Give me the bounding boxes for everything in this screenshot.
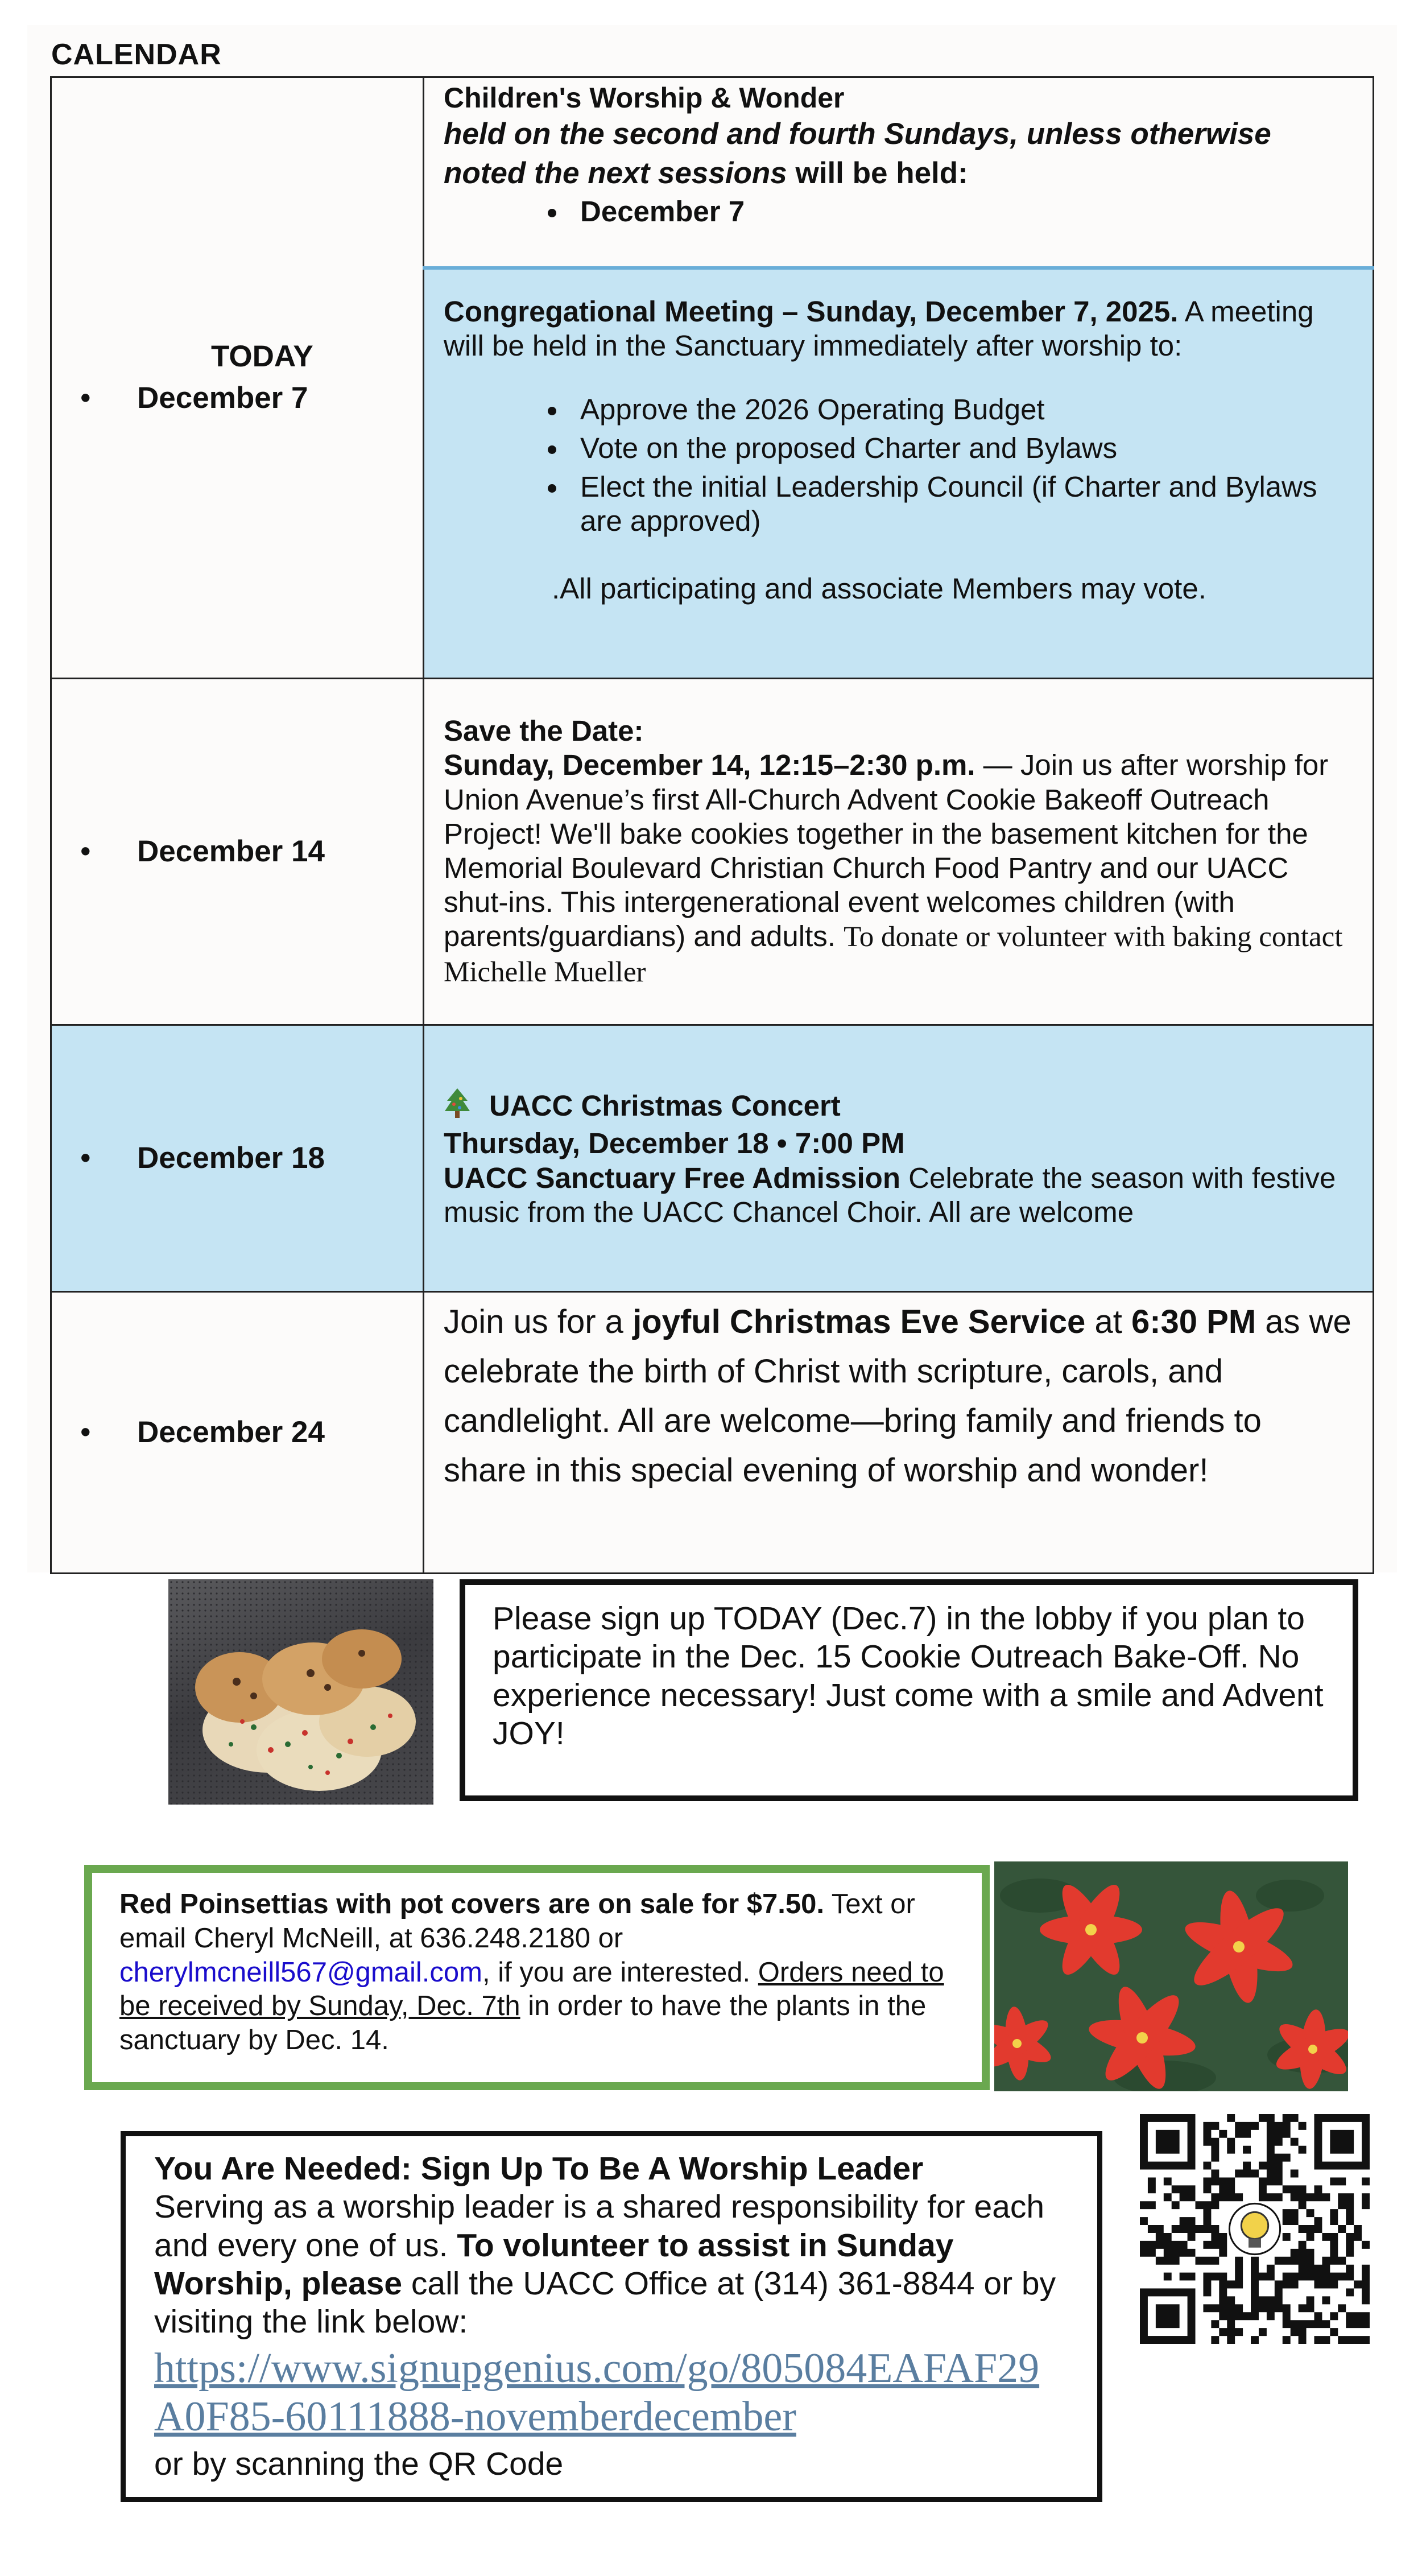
qr-instruction: or by scanning the QR Code — [154, 2445, 564, 2482]
save-the-date-cell: Save the Date: Sunday, December 14, 12:15–2:30 p.m. — Join us after worship for Union Avenue’s first All-Church Advent Cookie Bakeoff Outreach Project! We'll bake cookies together in the basement kitchen for the Memorial Boulevard Christian Church Food Pantry and our UACC shut-ins. This intergenerational event welcomes children (with parents/guardians) and adults. To donate or volunteer with baking contact Michelle Mueller — [424, 679, 1374, 1025]
qr-code[interactable] — [1140, 2114, 1370, 2352]
calendar-row-dec-14 — [51, 679, 1374, 1025]
childrens-worship-subtitle: held on the second and fourth Sundays, unless otherwise noted the next sessions — [444, 117, 1271, 190]
list-item: • December 7 — [569, 195, 1353, 229]
date-cell-dec-18: • December 18 — [51, 1025, 424, 1292]
date-label: December 24 — [137, 1415, 325, 1449]
date-cell-dec-7: TODAY • December 7 — [51, 77, 424, 679]
poinsettias-photo — [994, 1861, 1348, 2091]
meeting-title: Congregational Meeting – Sunday, December 7, 2025. — [444, 295, 1179, 328]
signup-link[interactable]: https://www.signupgenius.com/go/805084EAFAF29A0F85-60111888-novemberdecember — [154, 2345, 1040, 2440]
calendar-table — [50, 76, 1374, 1574]
date-label: December 18 — [137, 1141, 325, 1175]
poinsettia-sale-notice: Red Poinsettias with pot covers are on sale for $7.50. Text or email Cheryl McNeill, at 636.248.2180 or cherylmcneill567@gmail.com, if you are interested. Orders need to be received by Sunday, Dec. 7th in order to have the plants in the sanctuary by Dec. 14. — [84, 1865, 990, 2090]
cookie-signup-notice: Please sign up TODAY (Dec.7) in the lobby if you plan to participate in the Dec. 15 Cookie Outreach Bake-Off. No experience necessary! Just come with a smile and Advent JOY! — [460, 1579, 1358, 1801]
concert-title: UACC Christmas Concert — [489, 1089, 841, 1122]
date-cell-dec-14: • December 14 — [51, 679, 424, 1025]
christmas-tree-icon — [444, 1087, 478, 1126]
worship-leader-title: You Are Needed: Sign Up To Be A Worship Leader — [154, 2150, 924, 2187]
calendar-row-dec-24 — [51, 1292, 1374, 1574]
calendar-row-dec-18 — [51, 1025, 1374, 1292]
concert-location: UACC Sanctuary Free Admission — [444, 1161, 900, 1194]
date-label: December 7 — [137, 381, 308, 415]
christmas-eve-time: 6:30 PM — [1131, 1303, 1256, 1340]
order-deadline: Orders need to be received by Sunday, Dec. 7th — [119, 1956, 944, 2022]
christmas-eve-cell: Join us for a joyful Christmas Eve Service at 6:30 PM as we celebrate the birth of Christ with scripture, carols, and candlelight. All are welcome—bring family and friends to share in this special evening of worship and wonder! — [424, 1292, 1374, 1574]
calendar-title: CALENDAR — [51, 38, 222, 71]
poinsettia-price: Red Poinsettias with pot covers are on sale for $7.50. — [119, 1889, 825, 1919]
list-item: • Approve the 2026 Operating Budget — [569, 393, 1353, 427]
meeting-footer: .All participating and associate Members may vote. — [552, 572, 1206, 605]
contact-text: To donate or volunteer with baking contact Michelle Mueller — [444, 921, 1343, 988]
christmas-eve-service: joyful Christmas Eve Service — [633, 1303, 1086, 1340]
childrens-worship-title: Children's Worship & Wonder — [444, 82, 845, 114]
christmas-concert-cell: UACC Christmas Concert Thursday, December 18 • 7:00 PM UACC Sanctuary Free Admission Celebrate the season with festive music from the UACC Chancel Choir. All are welcome — [424, 1025, 1374, 1292]
today-label: TODAY — [211, 340, 313, 374]
childrens-worship-cell: Children's Worship & Wonder held on the second and fourth Sundays, unless otherwise noted the next sessions will be held: • December 7 — [424, 77, 1374, 268]
list-item: • Elect the initial Leadership Council (if Charter and Bylaws are approved) — [569, 470, 1353, 538]
date-label: December 14 — [137, 834, 325, 868]
volunteer-callout: To volunteer to assist in Sunday Worship, please — [154, 2227, 954, 2302]
calendar-row-dec-7 — [51, 77, 1374, 268]
date-cell-dec-24: • December 24 — [51, 1292, 424, 1574]
email-link[interactable]: cherylmcneill567@gmail.com — [119, 1956, 482, 1988]
list-item: • Vote on the proposed Charter and Bylaws — [569, 431, 1353, 465]
congregational-meeting-cell: Congregational Meeting – Sunday, December 7, 2025. A meeting will be held in the Sanctuary immediately after worship to: • Approve the 2026 Operating Budget • Vote on the proposed Charter and Bylaws • Elect the initial Leadership Council (if Charter and Bylaws are approved) .All participating and associate Members may vote. — [424, 268, 1374, 679]
save-the-date-heading: Save the Date: — [444, 715, 644, 748]
event-time: Sunday, December 14, 12:15–2:30 p.m. — [444, 749, 975, 782]
concert-time: Thursday, December 18 • 7:00 PM — [444, 1127, 905, 1160]
cookies-photo — [168, 1579, 433, 1805]
worship-leader-notice: You Are Needed: Sign Up To Be A Worship Leader Serving as a worship leader is a shared responsibility for each and every one of us. To volunteer to assist in Sunday Worship, please call the UACC Office at (314) 361-8844 or by visiting the link below: https://www.signupgenius.com/go/805084EAFAF29A0F85-60111888-novemberdecember or by scanning the QR Code — [121, 2131, 1102, 2502]
